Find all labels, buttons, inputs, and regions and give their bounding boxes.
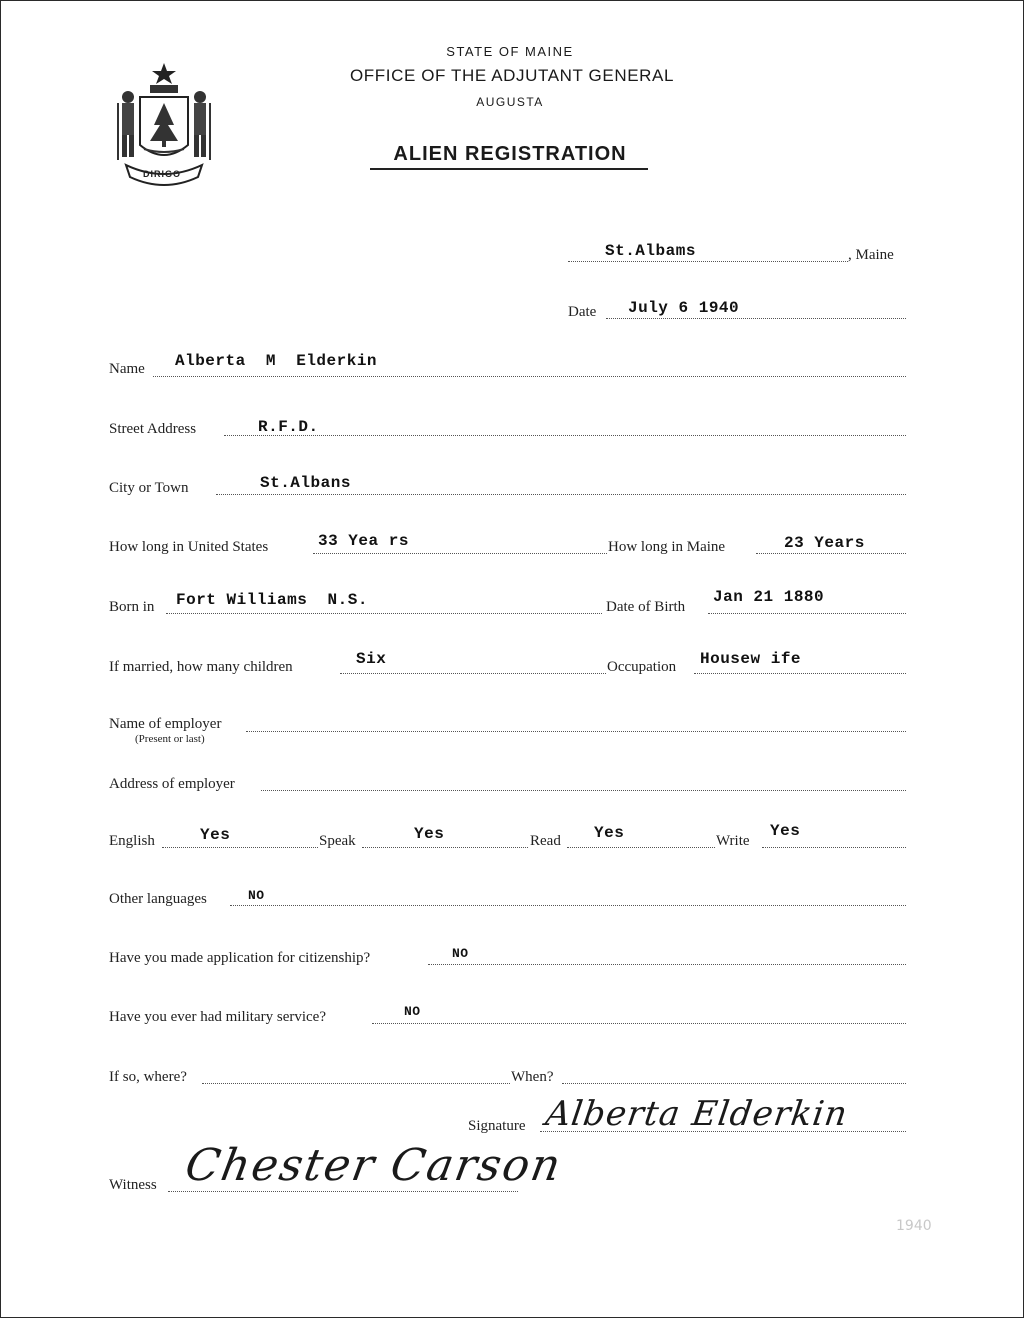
date-value: July 6 1940 xyxy=(628,299,740,317)
signature-value: Alberta Elderkin xyxy=(543,1094,851,1134)
speak-line xyxy=(362,847,528,848)
other-languages-line xyxy=(230,905,906,906)
date-of-birth-line xyxy=(708,613,906,614)
children-value: Six xyxy=(356,650,387,668)
citizenship-line xyxy=(428,964,906,965)
employer-address-line xyxy=(261,790,906,791)
witness-value: Chester Carson xyxy=(181,1140,567,1191)
street-address-label: Street Address xyxy=(109,421,197,437)
english-value: Yes xyxy=(200,826,231,844)
how-long-maine-label: How long in Maine xyxy=(608,539,726,555)
military-label: Have you ever had military service? xyxy=(109,1009,326,1025)
how-long-maine-line xyxy=(756,553,906,554)
signature-label: Signature xyxy=(468,1118,526,1134)
header-city: AUGUSTA xyxy=(476,95,544,109)
when-line xyxy=(562,1083,906,1084)
date-label: Date xyxy=(568,304,597,320)
name-value: Alberta M Elderkin xyxy=(175,352,378,370)
location-town-value: St.Albams xyxy=(605,242,696,260)
date-of-birth-value: Jan 21 1880 xyxy=(713,588,825,606)
occupation-line xyxy=(694,673,906,674)
military-line xyxy=(372,1023,906,1024)
where-line xyxy=(202,1083,510,1084)
seal-banner-text: DIRIGO xyxy=(143,169,182,179)
name-label: Name xyxy=(109,361,145,377)
city-label: City or Town xyxy=(109,480,189,496)
title-underline xyxy=(370,168,648,170)
children-label: If married, how many children xyxy=(109,659,293,675)
born-in-value: Fort Williams N.S. xyxy=(176,591,368,609)
date-of-birth-label: Date of Birth xyxy=(606,599,686,615)
where-label: If so, where? xyxy=(109,1069,187,1085)
employer-address-label: Address of employer xyxy=(109,776,235,792)
city-value: St.Albans xyxy=(260,474,351,492)
other-languages-value: NO xyxy=(248,888,265,903)
street-address-value: R.F.D. xyxy=(258,418,319,436)
read-line xyxy=(567,847,715,848)
citizenship-label: Have you made application for citizenship? xyxy=(109,950,371,966)
read-value: Yes xyxy=(594,824,625,842)
born-in-line xyxy=(166,613,602,614)
english-label: English xyxy=(109,833,155,849)
name-line xyxy=(153,376,906,377)
witness-label: Witness xyxy=(109,1177,157,1193)
header-state: STATE OF MAINE xyxy=(446,44,574,59)
born-in-label: Born in xyxy=(109,599,155,615)
how-long-us-line xyxy=(313,553,607,554)
date-line xyxy=(606,318,906,319)
street-address-line xyxy=(224,435,906,436)
how-long-us-label: How long in United States xyxy=(109,539,269,555)
faint-stamp: 1940 xyxy=(896,1218,932,1234)
form-title: ALIEN REGISTRATION xyxy=(393,143,627,165)
military-value: NO xyxy=(404,1004,421,1019)
occupation-value: Housew ife xyxy=(700,650,802,668)
english-line xyxy=(162,847,318,848)
location-state-label: , Maine xyxy=(848,247,894,263)
write-label: Write xyxy=(716,833,750,849)
speak-label: Speak xyxy=(319,833,356,849)
occupation-label: Occupation xyxy=(607,659,677,675)
when-label: When? xyxy=(511,1069,554,1085)
how-long-us-value: 33 Yea rs xyxy=(318,532,409,550)
city-line xyxy=(216,494,906,495)
witness-line xyxy=(168,1191,518,1192)
how-long-maine-value: 23 Years xyxy=(784,534,865,552)
location-line xyxy=(568,261,848,262)
write-line xyxy=(762,847,906,848)
employer-name-line xyxy=(246,731,906,732)
citizenship-value: NO xyxy=(452,946,469,961)
speak-value: Yes xyxy=(414,825,445,843)
read-label: Read xyxy=(530,833,561,849)
employer-name-sublabel: (Present or last) xyxy=(135,733,205,745)
header-office: OFFICE OF THE ADJUTANT GENERAL xyxy=(349,66,675,85)
employer-name-label: Name of employer xyxy=(109,716,222,732)
other-languages-label: Other languages xyxy=(109,891,207,907)
children-line xyxy=(340,673,606,674)
write-value: Yes xyxy=(770,822,801,840)
